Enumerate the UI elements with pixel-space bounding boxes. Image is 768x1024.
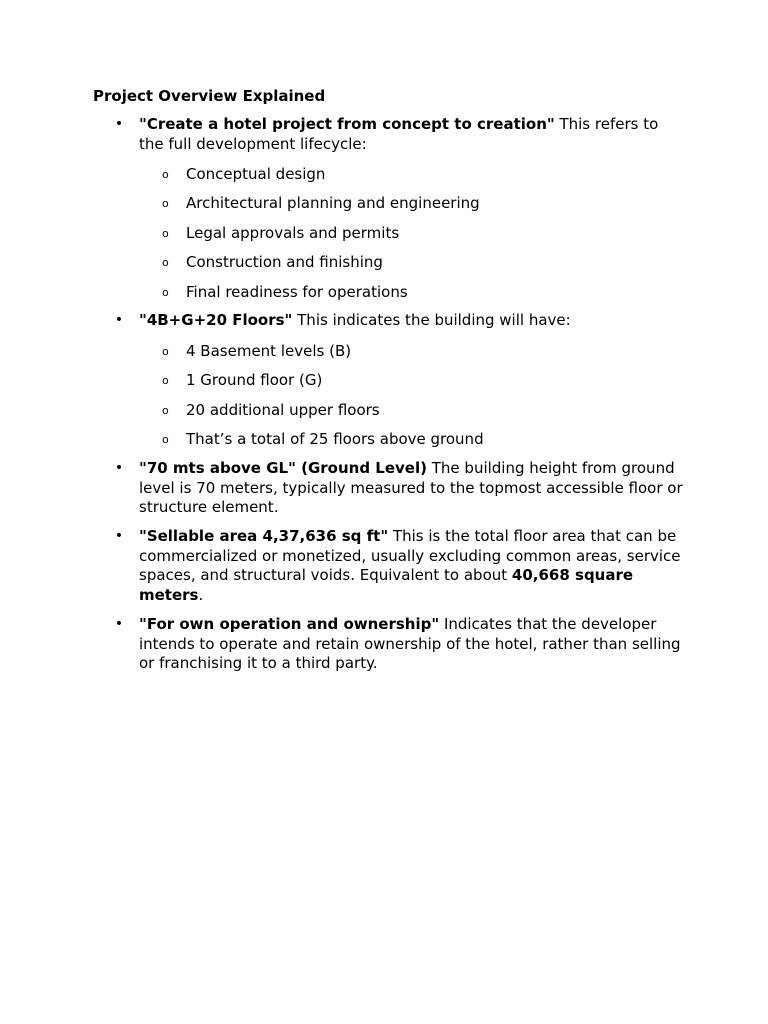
document-title: Project Overview Explained: [93, 87, 326, 105]
sub-bullet-icon: o: [162, 256, 169, 269]
sub-item: [162, 341, 352, 361]
bullet-icon: •: [114, 460, 124, 476]
sub-item-text: That’s a total of 25 floors above ground: [186, 430, 484, 448]
sub-bullet-icon: o: [162, 433, 169, 446]
bullet-text: This refers to the full development lifecycle:: [139, 115, 659, 153]
bullet-item-ownership: [114, 615, 684, 674]
bullet-item-sellable-area: [114, 527, 684, 605]
sub-item-text: 1 Ground floor (G): [186, 371, 323, 389]
sub-item: [162, 429, 484, 449]
bullet-heading: "4B+G+20 Floors": [139, 311, 293, 329]
bullet-text: This is the total floor area that can be commercialized or monetized, usually excluding common areas, service spaces, and structural voids. Equivalent to about: [139, 527, 681, 584]
sub-item-text: Conceptual design: [186, 165, 326, 183]
bullet-icon: •: [114, 528, 124, 544]
sub-item-text: 4 Basement levels (B): [186, 342, 352, 360]
sub-bullet-icon: o: [162, 227, 169, 240]
sub-item-text: Legal approvals and permits: [186, 224, 400, 242]
sub-item-text: 20 additional upper floors: [186, 401, 380, 419]
bullet-item-height: [114, 459, 684, 518]
bullet-text: Indicates that the developer intends to operate and retain ownership of the hotel, rather than selling or franchising it to a third party.: [139, 615, 681, 672]
sub-bullet-icon: o: [162, 345, 169, 358]
sub-bullet-icon: o: [162, 286, 169, 299]
sub-item-text: Architectural planning and engineering: [186, 194, 480, 212]
bullet-text: The building height from ground level is 70 meters, typically measured to the topmost accessible floor or structure element.: [139, 459, 683, 516]
bullet-heading: "Sellable area 4,37,636 sq ft": [139, 527, 389, 545]
bullet-heading: "For own operation and ownership": [139, 615, 440, 633]
bullet-icon: •: [114, 116, 124, 132]
sub-item: [162, 164, 326, 184]
sub-bullet-icon: o: [162, 168, 169, 181]
bullet-icon: •: [114, 616, 124, 632]
bullet-text: This indicates the building will have:: [292, 311, 571, 329]
bullet-item-floors: [114, 311, 684, 331]
bullet-icon: •: [114, 312, 124, 328]
bullet-tail: .: [198, 585, 204, 604]
sub-item: [162, 252, 383, 272]
sub-bullet-icon: o: [162, 374, 169, 387]
sub-bullet-icon: o: [162, 197, 169, 210]
sub-item-text: Final readiness for operations: [186, 283, 408, 301]
sub-item: [162, 370, 323, 390]
bullet-item-concept: [114, 115, 684, 154]
sub-bullet-icon: o: [162, 404, 169, 417]
sub-item: [162, 223, 400, 243]
bullet-heading: "Create a hotel project from concept to creation": [139, 115, 555, 133]
sub-item-text: Construction and finishing: [186, 253, 383, 271]
sub-item: [162, 400, 380, 420]
sub-item: [162, 282, 408, 302]
bullet-heading: "70 mts above GL" (Ground Level): [139, 459, 427, 477]
sub-item: [162, 193, 480, 213]
bullet-emphasis: 40,668 square meters: [139, 566, 634, 604]
